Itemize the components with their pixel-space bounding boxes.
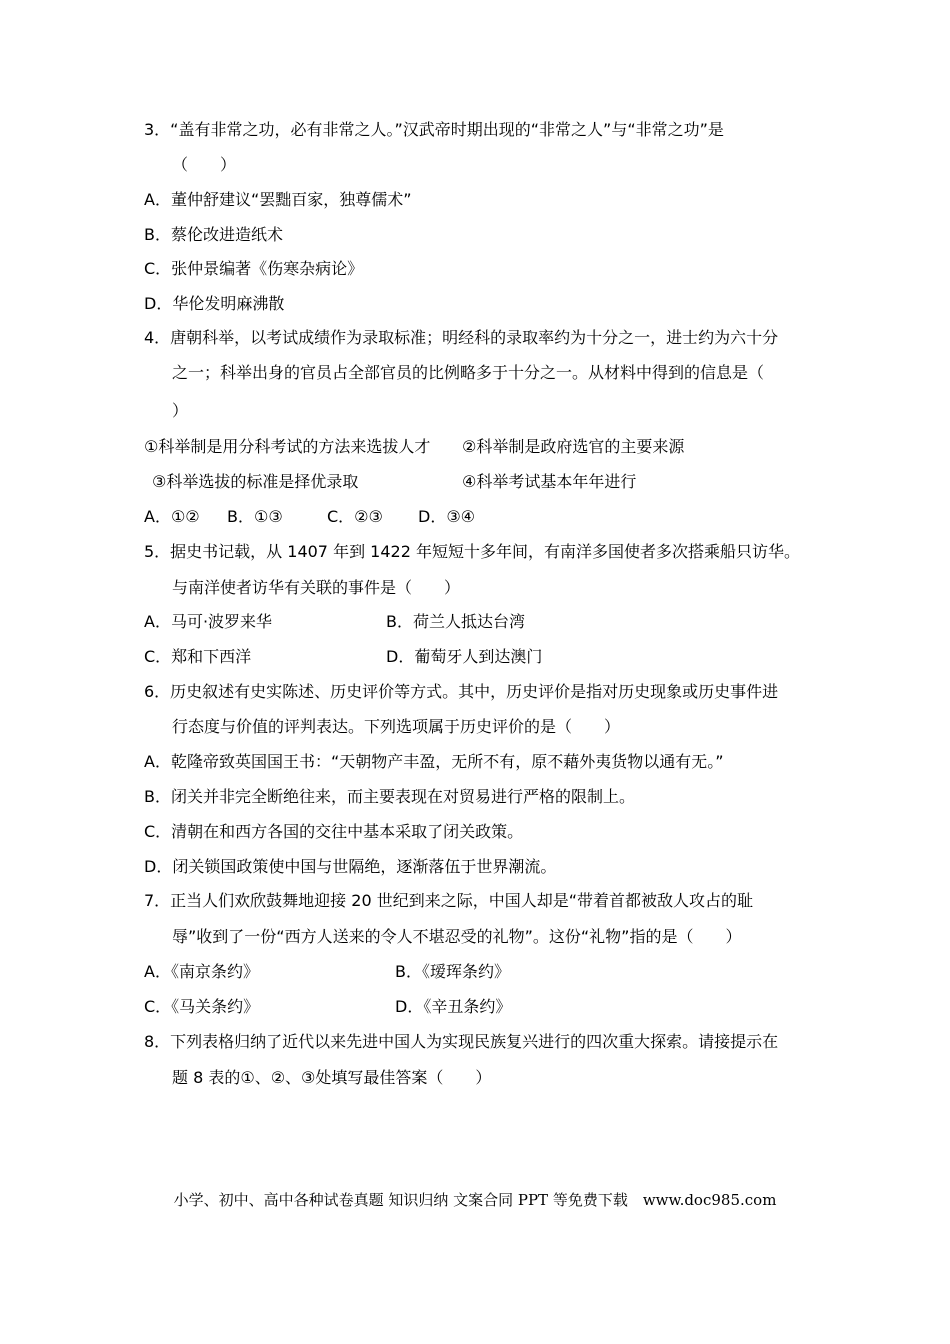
q5-stem-line1: 5．据史书记载，从 1407 年到 1422 年短短十多年间，有南洋多国使者多次搭乘船只访华。 [144,542,800,561]
q5-stem-line2: 与南洋使者访华有关联的事件是（ ） [172,578,461,597]
q6-option-d: D．闭关锁国政策使中国与世隔绝，逐渐落伍于世界潮流。 [144,857,557,876]
q7-option-b: B．《瑷珲条约》 [395,962,510,981]
q4-stem-line2: 之一；科举出身的官员占全部官员的比例略多于十分之一。从材料中得到的信息是（ [172,363,765,382]
q3-option-c: C．张仲景编著《伤寒杂病论》 [144,259,364,278]
q7-stem-line1: 7．正当人们欢欣鼓舞地迎接 20 世纪到来之际，中国人却是“带着首都被敌人攻占的耻 [144,891,754,910]
page-footer: 小学、初中、高中各种试卷真题 知识归纳 文案合同 PPT 等免费下载 www.doc985.com [173,1191,777,1209]
q7-option-c: C．《马关条约》 [144,997,260,1016]
q5-option-c: C．郑和下西洋 [144,647,252,666]
q7-option-a: A．《南京条约》 [144,962,259,981]
q3-stem-line1: 3．“盖有非常之功，必有非常之人。”汉武帝时期出现的“非常之人”与“非常之功”是 [144,120,724,139]
q4-statement-2: ②科举制是政府选官的主要来源 [462,437,685,456]
q4-statement-4: ④科举考试基本年年进行 [462,472,637,491]
q5-option-d: D．葡萄牙人到达澳门 [386,647,543,666]
q4-statement-3: ③科举选拔的标准是择优录取 [152,472,359,491]
q3-option-a: A．董仲舒建议“罢黜百家，独尊儒术” [144,190,412,209]
q6-stem-line2: 行态度与价值的评判表达。下列选项属于历史评价的是（ ） [172,717,621,736]
q4-option-d: D．③④ [418,507,476,526]
q6-option-a: A．乾隆帝致英国国王书：“天朝物产丰盈，无所不有，原不藉外夷货物以通有无。” [144,752,724,771]
q3-stem-line2: （ ） [172,155,237,174]
q6-option-c: C．清朝在和西方各国的交往中基本采取了闭关政策。 [144,822,524,841]
q4-stem-line3: ） [172,401,189,420]
q6-stem-line1: 6．历史叙述有史实陈述、历史评价等方式。其中，历史评价是指对历史现象或历史事件进 [144,682,779,701]
q8-stem-line2: 题 8 表的①、②、③处填写最佳答案（ ） [172,1068,492,1087]
q6-option-b: B．闭关并非完全断绝往来，而主要表现在对贸易进行严格的限制上。 [144,787,635,806]
q4-option-b: B．①③ [227,507,283,526]
q3-option-b: B．蔡伦改进造纸术 [144,225,283,244]
q5-option-a: A．马可·波罗来华 [144,612,273,631]
q4-statement-1: ①科举制是用分科考试的方法来选拔人才 [144,437,431,456]
q4-stem-line1: 4．唐朝科举，以考试成绩作为录取标准；明经科的录取率约为十分之一，进士约为六十分 [144,328,779,347]
q3-option-d: D．华伦发明麻沸散 [144,294,285,313]
q5-option-b: B．荷兰人抵达台湾 [386,612,525,631]
q7-option-d: D．《辛丑条约》 [395,997,512,1016]
q4-option-c: C．②③ [327,507,383,526]
q4-option-a: A．①② [144,507,200,526]
q7-stem-line2: 辱”收到了一份“西方人送来的令人不堪忍受的礼物”。这份“礼物”指的是（ ） [172,927,742,946]
q8-stem-line1: 8．下列表格归纳了近代以来先进中国人为实现民族复兴进行的四次重大探索。请接提示在 [144,1032,779,1051]
